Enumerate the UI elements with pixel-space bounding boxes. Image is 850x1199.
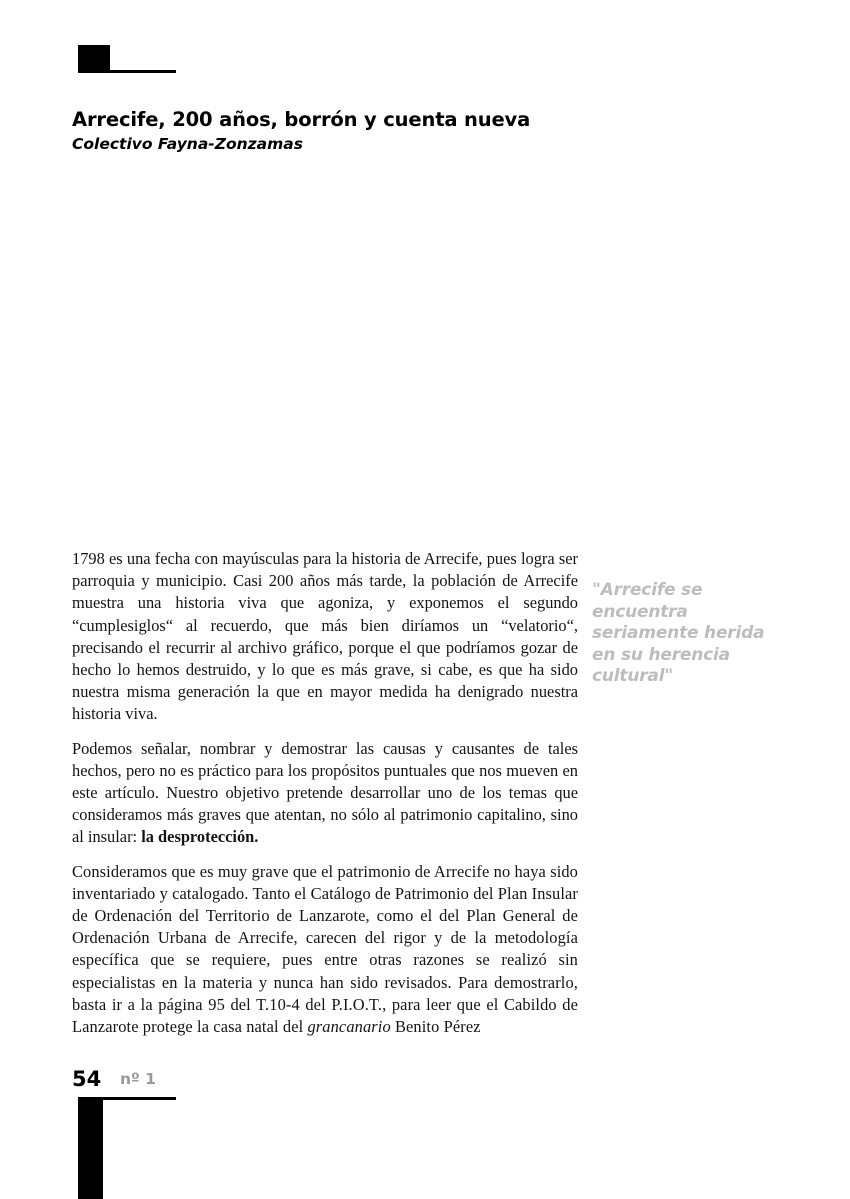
header-mark-device [78,45,176,73]
paragraph-3-text: Consideramos que es muy grave que el patrimonio de Arrecife no haya sido inventariado y catalogado. Tanto el Catálogo de Patrimonio del Plan Insular de Ordenación del Territorio de Lanzarote, como el del Plan General de Ordenación Urbana de Arrecife, carecen del rigor y de la metodología específica que se requiere, pues entre otras razones se realizó sin especialistas en la materia y nunca han sido revisados. Para demostrarlo, basta ir a la página 95 del T.10-4 del P.I.O.T., para leer que el Cabildo de Lanzarote protege la casa natal del [72,861,578,1037]
body-paragraph-3 [72,861,578,1039]
paragraph-3-text-tail: Benito Pérez [390,1017,481,1037]
article-body [72,548,578,1038]
body-paragraph-2 [72,738,578,849]
paragraph-1-text: 1798 es una fecha con mayúsculas para la historia de Arrecife, pues logra ser parroquia y municipio. Casi 200 años más tarde, la población de Arrecife muestra una historia viva que agoniza, y exponemos el segundo “cumplesiglos“ al recuerdo, que más bien diríamos un “velatorio“, precisando el recurrir al archivo gráfico, porque el que podríamos gozar de hecho lo hemos destruido, y lo que es más grave, si cabe, es que ha sido nuestra misma generación la que en mayor medida ha denigrado nuestra historia viva. [72,549,578,724]
paragraph-2-emphasis: la desprotección. [141,827,259,847]
pull-quote: "Arrecife se encuentra seriamente herida en su herencia cultural" [592,580,765,686]
issue-number: nº 1 [120,1070,156,1088]
paragraph-2-text: Podemos señalar, nombrar y demostrar las causas y causantes de tales hechos, pero no es práctico para los propósitos puntuales que nos mueven en este artículo. Nuestro objetivo pretende desarrollar uno de los temas que consideramos más graves que atentan, no sólo al patrimonio capitalino, sino al insular: [72,738,578,847]
body-paragraph-1 [72,548,578,726]
header-rule [78,70,176,73]
article-title: Arrecife, 200 años, borrón y cuenta nueva [72,108,531,131]
footer-black-bar [78,1100,103,1199]
page-footer [72,1069,272,1099]
paragraph-3-italic-term: grancanario [307,1017,391,1037]
article-author: Colectivo Fayna-Zonzamas [72,134,303,153]
header-black-square-icon [78,45,110,70]
article-title-block [72,108,592,154]
page-number: 54 [72,1067,102,1091]
